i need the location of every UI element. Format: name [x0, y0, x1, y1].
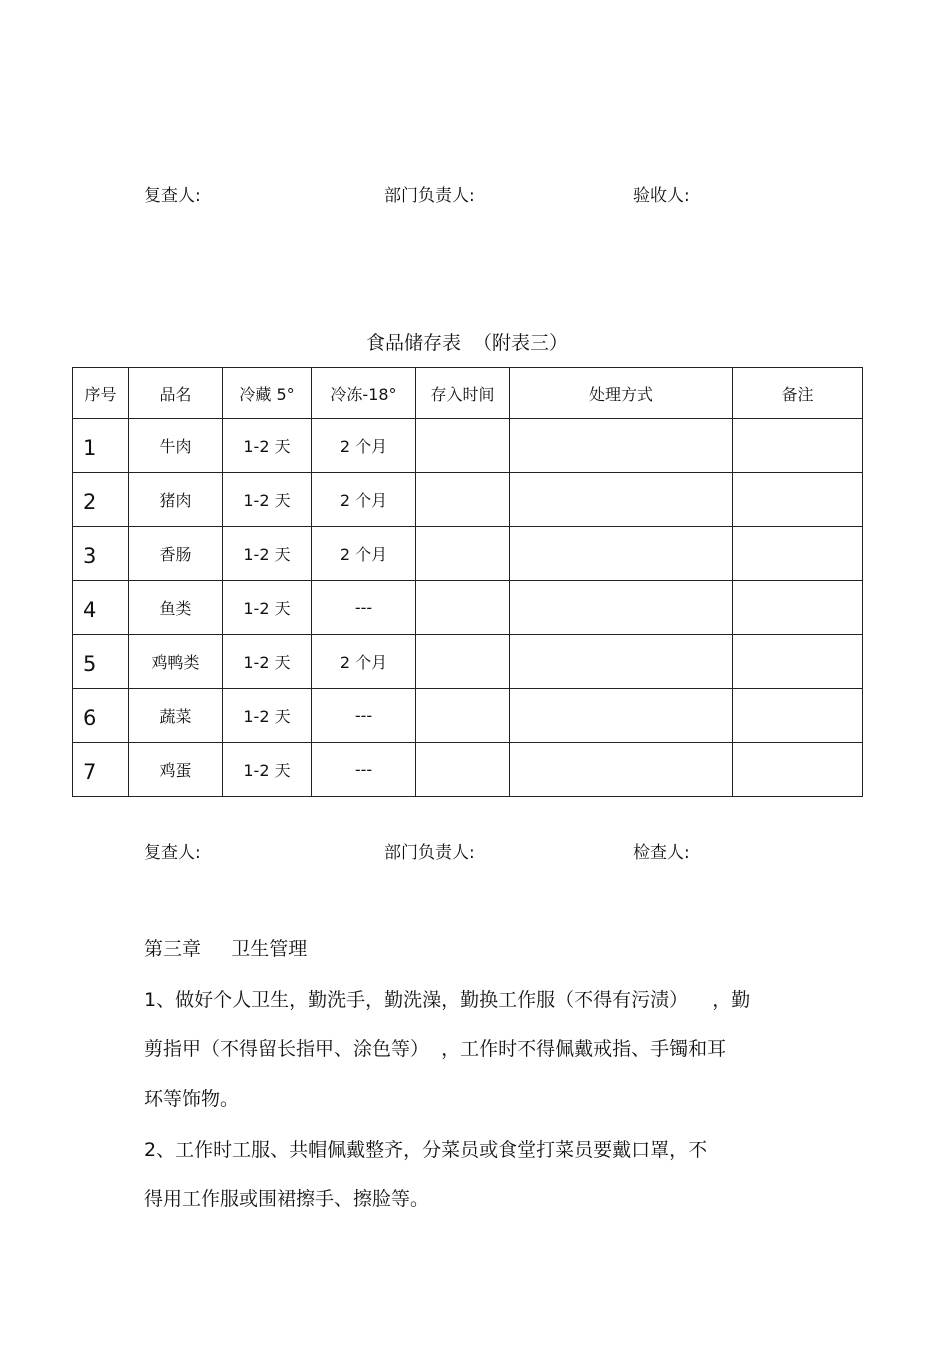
remarks-cell [733, 527, 863, 581]
header-cell: 冷冻-18° [312, 368, 416, 419]
handling-method-cell [510, 473, 733, 527]
row-number: 7 [73, 743, 129, 797]
storage-time-cell [416, 689, 510, 743]
item-name: 香肠 [129, 527, 223, 581]
chill-duration: 1-2 天 [223, 743, 312, 797]
header-cell: 序号 [73, 368, 129, 419]
chill-duration: 1-2 天 [223, 473, 312, 527]
remarks-cell [733, 635, 863, 689]
table-title: 食品储存表 （附表三） [365, 332, 569, 354]
storage-time-cell [416, 635, 510, 689]
item-name: 猪肉 [129, 473, 223, 527]
freeze-duration: 2 个月 [312, 635, 416, 689]
row-number: 5 [73, 635, 129, 689]
remarks-cell [733, 419, 863, 473]
row-number: 4 [73, 581, 129, 635]
dept-head-label: 部门负责人: [384, 843, 475, 863]
remarks-cell [733, 743, 863, 797]
freeze-duration: --- [312, 581, 416, 635]
storage-time-cell [416, 743, 510, 797]
reviewer-label: 复查人: [144, 843, 201, 863]
table-row [73, 527, 863, 581]
chill-duration: 1-2 天 [223, 689, 312, 743]
remarks-cell [733, 473, 863, 527]
food-storage-table [72, 367, 863, 797]
table-header-row [73, 368, 863, 419]
row-number: 2 [73, 473, 129, 527]
chapter-heading: 第三章 卫生管理 [144, 938, 308, 960]
table-row [73, 473, 863, 527]
storage-time-cell [416, 527, 510, 581]
freeze-duration: --- [312, 689, 416, 743]
item-name: 鸡蛋 [129, 743, 223, 797]
table-row [73, 419, 863, 473]
reviewer-label: 复查人: [144, 186, 201, 206]
handling-method-cell [510, 635, 733, 689]
paragraph-1-line-1: 1、做好个人卫生，勤洗手，勤洗澡，勤换工作服（不得有污渍） ，勤 [144, 989, 751, 1011]
acceptor-label: 验收人: [633, 186, 690, 206]
chill-duration: 1-2 天 [223, 527, 312, 581]
handling-method-cell [510, 581, 733, 635]
signature-row-bottom [0, 838, 950, 862]
row-number: 1 [73, 419, 129, 473]
paragraph-2-line-2: 得用工作服或围裙擦手、擦脸等。 [144, 1188, 430, 1210]
chill-duration: 1-2 天 [223, 635, 312, 689]
chill-duration: 1-2 天 [223, 419, 312, 473]
handling-method-cell [510, 689, 733, 743]
inspector-label: 检查人: [633, 843, 690, 863]
handling-method-cell [510, 419, 733, 473]
handling-method-cell [510, 527, 733, 581]
item-name: 蔬菜 [129, 689, 223, 743]
freeze-duration: 2 个月 [312, 473, 416, 527]
paragraph-2-line-1: 2、工作时工服、共帽佩戴整齐，分菜员或食堂打菜员要戴口罩，不 [144, 1139, 708, 1161]
header-cell: 冷藏 5° [223, 368, 312, 419]
paragraph-1-line-3: 环等饰物。 [144, 1088, 240, 1110]
paragraph-1-line-2: 剪指甲（不得留长指甲、涂色等） ，工作时不得佩戴戒指、手镯和耳 [144, 1038, 727, 1060]
handling-method-cell [510, 743, 733, 797]
table-row [73, 581, 863, 635]
item-name: 牛肉 [129, 419, 223, 473]
row-number: 3 [73, 527, 129, 581]
header-cell: 存入时间 [416, 368, 510, 419]
item-name: 鱼类 [129, 581, 223, 635]
row-number: 6 [73, 689, 129, 743]
table-row [73, 635, 863, 689]
signature-row-top [0, 181, 950, 205]
storage-time-cell [416, 581, 510, 635]
freeze-duration: 2 个月 [312, 419, 416, 473]
header-cell: 处理方式 [510, 368, 733, 419]
freeze-duration: 2 个月 [312, 527, 416, 581]
header-cell: 备注 [733, 368, 863, 419]
item-name: 鸡鸭类 [129, 635, 223, 689]
table-row [73, 689, 863, 743]
storage-time-cell [416, 473, 510, 527]
dept-head-label: 部门负责人: [384, 186, 475, 206]
chill-duration: 1-2 天 [223, 581, 312, 635]
remarks-cell [733, 689, 863, 743]
storage-time-cell [416, 419, 510, 473]
header-cell: 品名 [129, 368, 223, 419]
table-row [73, 743, 863, 797]
freeze-duration: --- [312, 743, 416, 797]
remarks-cell [733, 581, 863, 635]
